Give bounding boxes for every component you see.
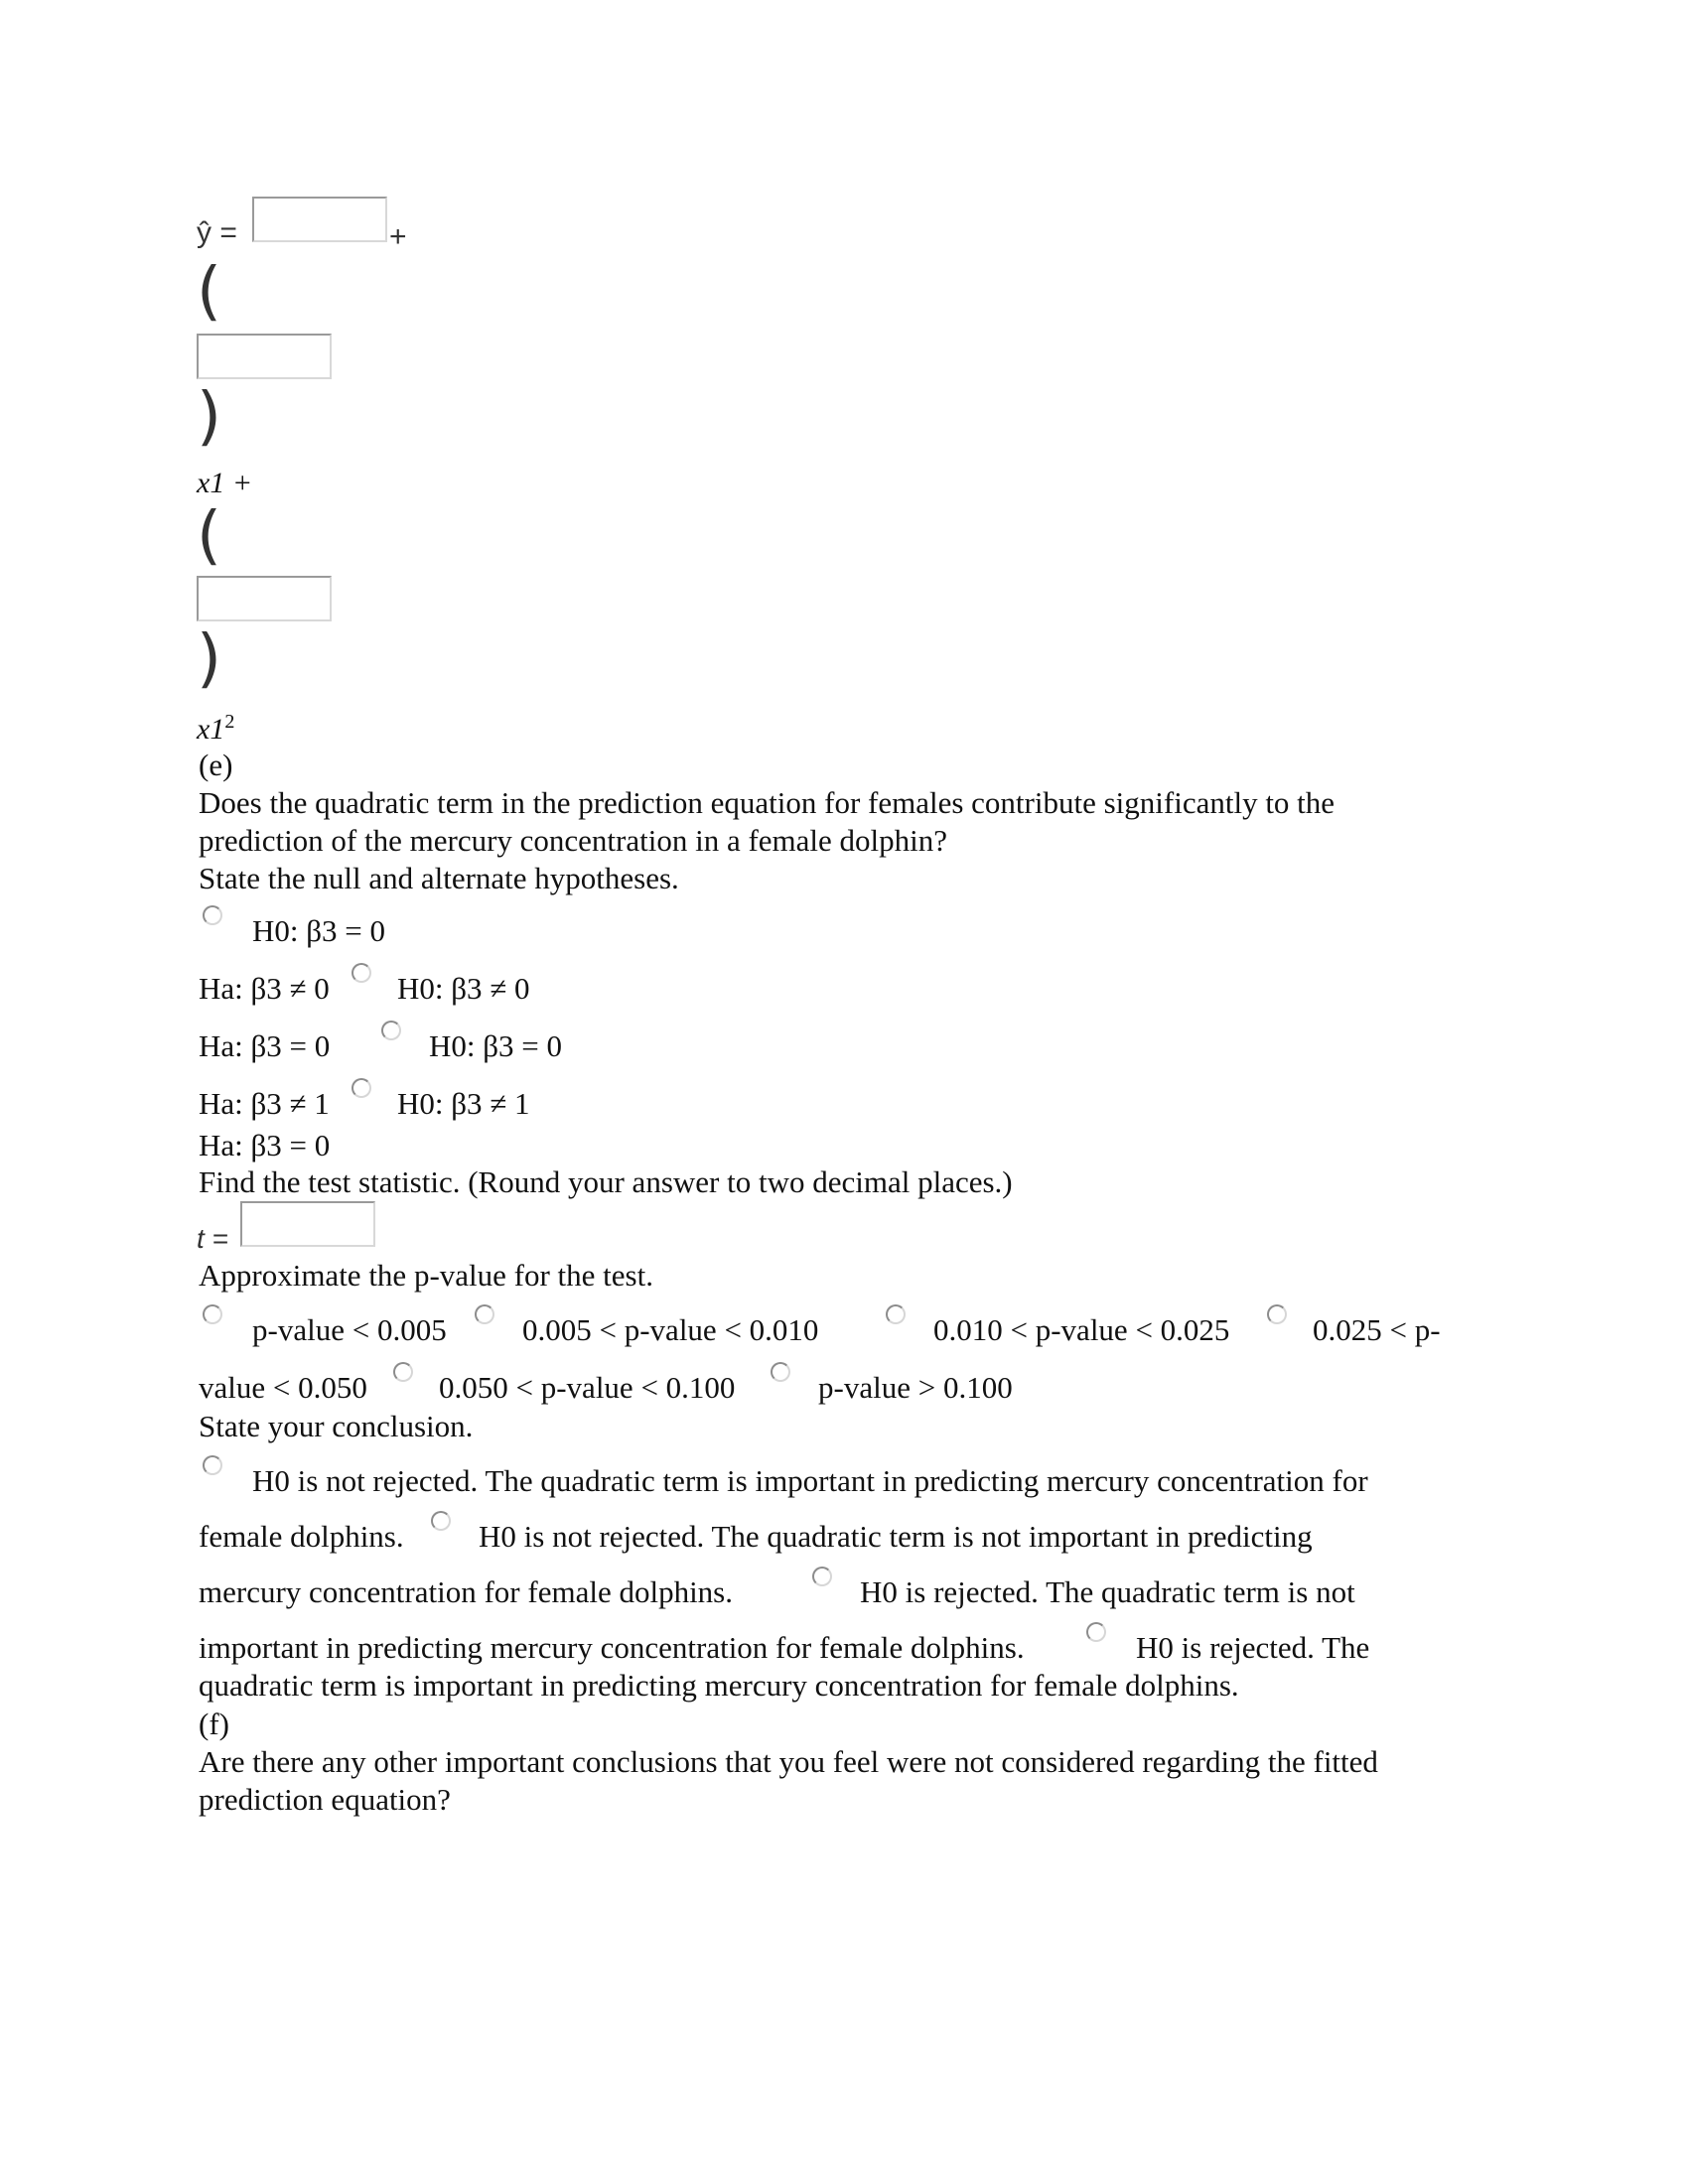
- pvalue-instruction: Approximate the p-value for the test.: [199, 1258, 653, 1293]
- conclusion-option-1-radio[interactable]: [203, 1455, 222, 1475]
- x1-squared-label: $x1^2$: [197, 711, 235, 746]
- conclusion-option-2-radio[interactable]: [431, 1511, 451, 1531]
- test-statistic-instruction: Find the test statistic. (Round your answer to two decimal places.): [199, 1164, 1013, 1199]
- pvalue-option-5-label: 0.050 < p-value < 0.100: [439, 1370, 736, 1405]
- hypothesis-option-4-ha: Ha: β3 = 0: [199, 1128, 331, 1162]
- conclusion-option-4-line1: H0 is rejected. The: [1136, 1630, 1370, 1665]
- pvalue-option-1-label: p-value < 0.005: [252, 1312, 447, 1347]
- pvalue-option-6-radio[interactable]: [771, 1362, 790, 1382]
- hypothesis-option-1-h0: H0: β3 = 0: [252, 913, 386, 948]
- part-f-label: (f): [199, 1706, 229, 1741]
- part-e-question-line2: prediction of the mercury concentration in a female dolphin?: [199, 823, 948, 858]
- close-paren-1: ): [197, 380, 221, 454]
- pvalue-option-2-radio[interactable]: [475, 1304, 494, 1324]
- hypotheses-instruction: State the null and alternate hypotheses.: [199, 861, 679, 895]
- pvalue-option-3-radio[interactable]: [886, 1304, 906, 1324]
- hypothesis-option-1-radio[interactable]: [203, 905, 222, 925]
- close-paren-2: ): [197, 622, 221, 696]
- x1-coefficient-input[interactable]: [197, 334, 332, 379]
- hypothesis-option-4-h0: H0: β3 ≠ 1: [397, 1086, 530, 1121]
- pvalue-option-6-label: p-value > 0.100: [818, 1370, 1013, 1405]
- open-paren-2: (: [197, 499, 221, 573]
- conclusion-option-3-line1: H0 is rejected. The quadratic term is not: [860, 1574, 1355, 1609]
- conclusion-instruction: State your conclusion.: [199, 1409, 474, 1443]
- intercept-input[interactable]: [252, 197, 387, 242]
- hypothesis-option-2-ha: Ha: β3 = 0: [199, 1028, 331, 1063]
- hypothesis-option-3-ha: Ha: β3 ≠ 1: [199, 1086, 330, 1121]
- pvalue-option-2-label: 0.005 < p-value < 0.010: [522, 1312, 819, 1347]
- conclusion-option-4-radio[interactable]: [1086, 1622, 1106, 1642]
- hypothesis-option-1-ha: Ha: β3 ≠ 0: [199, 971, 330, 1006]
- hypothesis-option-3-h0: H0: β3 = 0: [429, 1028, 563, 1063]
- hypothesis-option-2-radio[interactable]: [352, 963, 371, 983]
- conclusion-option-3-radio[interactable]: [812, 1567, 832, 1586]
- part-e-question-line1: Does the quadratic term in the prediction equation for females contribute significantly to the: [199, 785, 1336, 820]
- t-label: t =: [197, 1223, 228, 1254]
- pvalue-option-4-label-part1: 0.025 < p-: [1313, 1312, 1441, 1347]
- conclusion-option-2-line2: mercury concentration for female dolphins.: [199, 1574, 733, 1609]
- open-paren-1: (: [197, 255, 221, 329]
- conclusion-option-1-line1: H0 is not rejected. The quadratic term is important in predicting mercury concentration for: [252, 1463, 1368, 1498]
- yhat-label: ŷ =: [197, 216, 237, 249]
- pvalue-option-5-radio[interactable]: [393, 1362, 413, 1382]
- part-f-question-line1: Are there any other important conclusions that you feel were not considered regarding the fitted: [199, 1744, 1378, 1779]
- plus-sign: +: [389, 220, 407, 253]
- part-e-label: (e): [199, 748, 233, 782]
- hypothesis-option-2-h0: H0: β3 ≠ 0: [397, 971, 530, 1006]
- conclusion-option-2-line1: H0 is not rejected. The quadratic term is not important in predicting: [479, 1519, 1313, 1554]
- test-statistic-input[interactable]: [240, 1201, 375, 1247]
- part-f-question-line2: prediction equation?: [199, 1782, 451, 1817]
- conclusion-option-3-line2: important in predicting mercury concentration for female dolphins.: [199, 1630, 1025, 1665]
- pvalue-option-4-radio[interactable]: [1267, 1304, 1287, 1324]
- hypothesis-option-4-radio[interactable]: [352, 1078, 371, 1098]
- pvalue-option-4-label-part2: value < 0.050: [199, 1370, 367, 1405]
- pvalue-option-3-label: 0.010 < p-value < 0.025: [933, 1312, 1230, 1347]
- conclusion-option-4-line2: quadratic term is important in predicting mercury concentration for female dolphins.: [199, 1668, 1239, 1703]
- conclusion-option-1-line2: female dolphins.: [199, 1519, 404, 1554]
- x1-squared-coefficient-input[interactable]: [197, 576, 332, 621]
- x1-term-label: x1 +: [197, 467, 253, 499]
- hypothesis-option-3-radio[interactable]: [381, 1021, 401, 1040]
- pvalue-option-1-radio[interactable]: [203, 1304, 222, 1324]
